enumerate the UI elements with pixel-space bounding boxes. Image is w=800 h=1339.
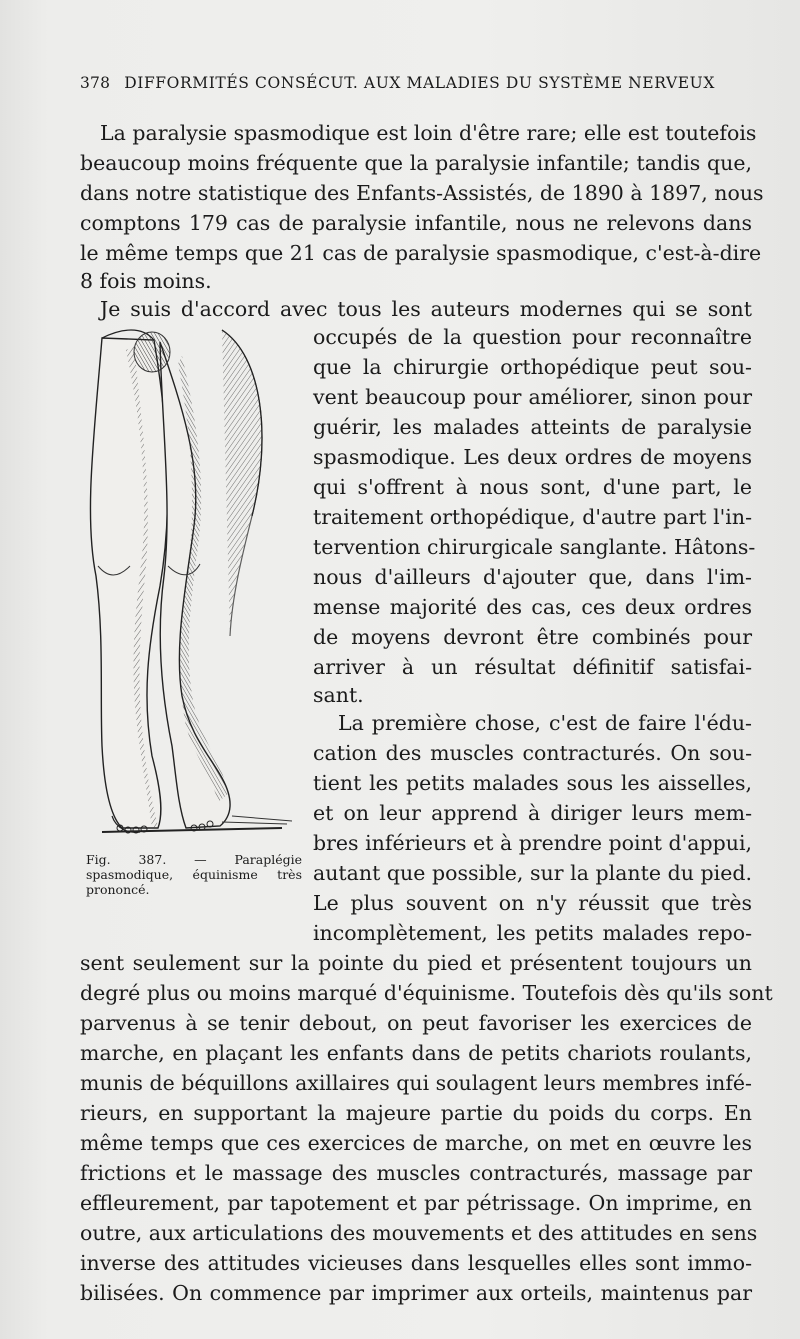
text-line: guérir, les malades atteints de paralysie [313,415,752,439]
text-line: tervention chirurgicale sanglante. Hâtons- [313,535,756,559]
text-line: rieurs, en supportant la majeure partie du poids du corps. En [80,1101,752,1125]
text-line: inverse des attitudes vicieuses dans lesquelles elles sont immo- [80,1251,752,1275]
text-line: outre, aux articulations des mouvements et des attitudes en sens [80,1221,758,1245]
text-line: La première chose, c'est de faire l'édu- [338,711,752,735]
text-line: spasmodique. Les deux ordres de moyens [313,445,752,469]
text-line: traitement orthopédique, d'autre part l'in- [313,505,752,529]
text-line: comptons 179 cas de paralysie infantile, nous ne relevons dans [80,211,752,235]
text-line: cation des muscles contracturés. On sou- [313,741,752,765]
text-line: sent seulement sur la pointe du pied et présentent toujours un [80,951,752,975]
text-line: arriver à un résultat définitif satisfai- [313,655,752,679]
text-line: qui s'offrent à nous sont, d'une part, le [313,475,752,499]
text-line: 8 fois moins. [80,269,212,293]
text-line: vent beaucoup pour améliorer, sinon pour [313,385,752,409]
running-title: DIFFORMITÉS CONSÉCUT. AUX MALADIES DU SYSTÈME NERVEUX [124,74,715,92]
running-header [80,74,752,92]
text-line: tient les petits malades sous les aisselles, [313,771,752,795]
text-line: munis de béquillons axillaires qui soulagent leurs membres infé- [80,1071,752,1095]
text-line: que la chirurgie orthopédique peut sou- [313,355,752,379]
text-line: Je suis d'accord avec tous les auteurs modernes qui se sont [100,297,752,321]
text-line: Le plus souvent on n'y réussit que très [313,891,752,915]
figure-legs-illustration [82,316,304,836]
figure-caption: Fig. 387. — Paraplégie spasmodique, équinisme très prononcé. [86,852,302,897]
page-number: 378 [80,74,111,92]
text-line: marche, en plaçant les enfants dans de petits chariots roulants, [80,1041,752,1065]
text-line: degré plus ou moins marqué d'équinisme. Toutefois dès qu'ils sont [80,981,773,1005]
text-line: occupés de la question pour reconnaître [313,325,752,349]
text-line: mense majorité des cas, ces deux ordres [313,595,752,619]
text-line: nous d'ailleurs d'ajouter que, dans l'im- [313,565,752,589]
text-line: de moyens devront être combinés pour [313,625,752,649]
text-line: dans notre statistique des Enfants-Assistés, de 1890 à 1897, nous [80,181,764,205]
text-line: sant. [313,683,364,707]
text-line: La paralysie spasmodique est loin d'être rare; elle est toutefois [100,121,757,145]
legs-engraving [82,316,304,836]
text-line: bilisées. On commence par imprimer aux orteils, maintenus par [80,1281,752,1305]
text-line: effleurement, par tapotement et par pétrissage. On imprime, en [80,1191,752,1215]
text-line: bres inférieurs et à prendre point d'appui, [313,831,753,855]
text-line: le même temps que 21 cas de paralysie spasmodique, c'est-à-dire [80,241,762,265]
text-line: même temps que ces exercices de marche, on met en œuvre les [80,1131,752,1155]
text-line: beaucoup moins fréquente que la paralysie infantile; tandis que, [80,151,752,175]
text-line: parvenus à se tenir debout, on peut favoriser les exercices de [80,1011,752,1035]
text-line: frictions et le massage des muscles contracturés, massage par [80,1161,752,1185]
text-line: autant que possible, sur la plante du pied. [313,861,752,885]
text-line: et on leur apprend à diriger leurs mem- [313,801,752,825]
text-line: incomplètement, les petits malades repo- [313,921,752,945]
